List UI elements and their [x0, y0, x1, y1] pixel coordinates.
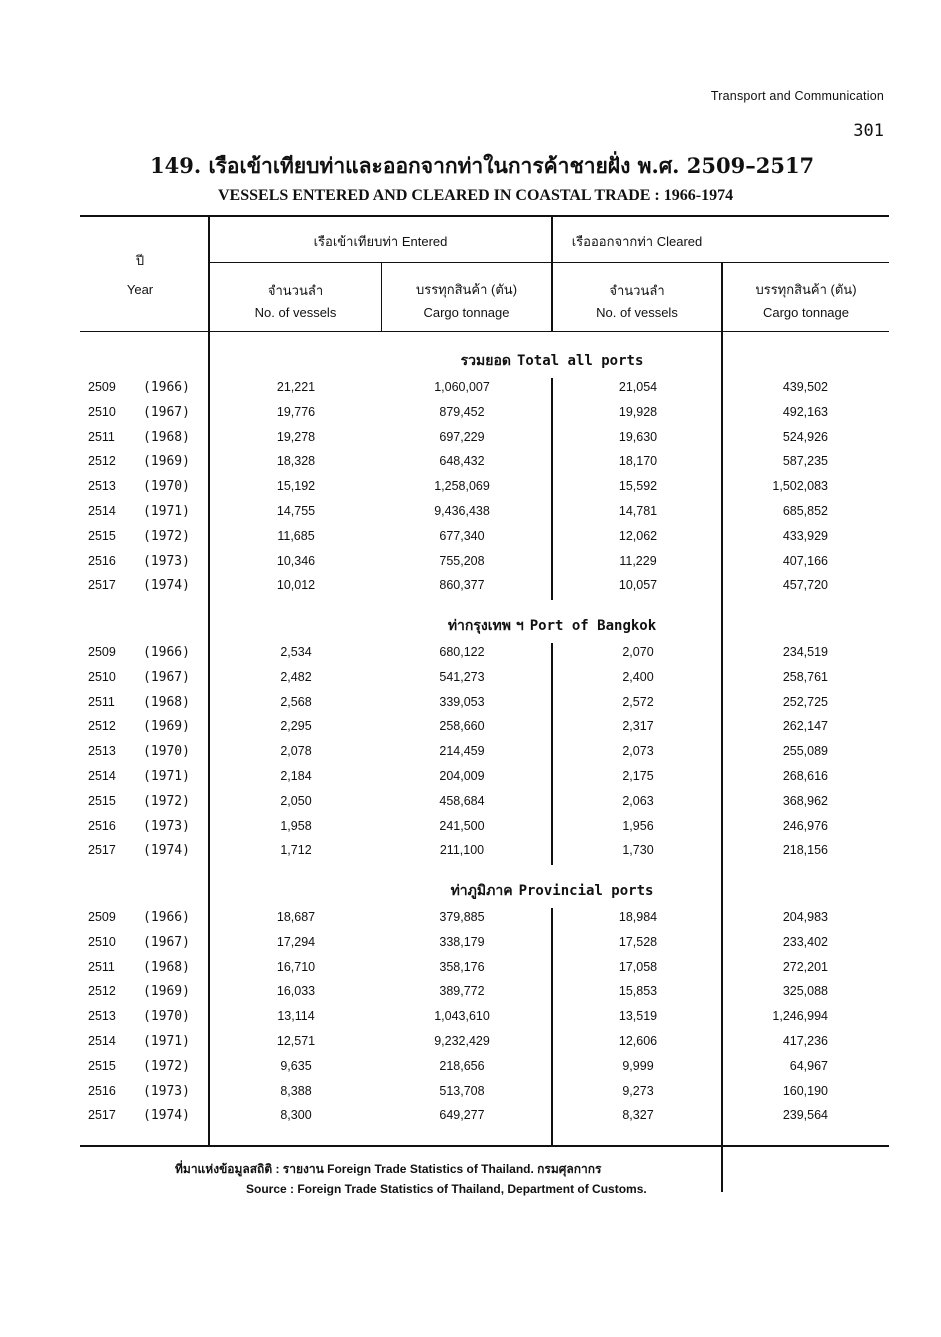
- entered-vessels-cell: 8,388: [280, 1083, 312, 1098]
- entered-vessels-cell: 14,755: [276, 504, 316, 518]
- entered-cargo-header-thai: บรรทุกสินค้า (ตัน): [415, 282, 518, 297]
- entered-vessels-cell: 2,534: [280, 645, 312, 659]
- cleared-vessels-cell: 9,273: [622, 1083, 654, 1098]
- entered-vessels-cell: 19,278: [276, 429, 316, 444]
- entered-cargo-cell: 214,459: [439, 744, 485, 759]
- entered-cargo-cell: 755,208: [439, 553, 485, 568]
- year-thai-cell: 2514: [88, 1034, 116, 1048]
- section-title-english: Total all ports: [516, 353, 644, 369]
- cleared-vessels-cell: 18,984: [618, 910, 658, 924]
- entered-cargo-cell: 1,060,007: [434, 380, 490, 394]
- table-row: [0, 430, 941, 454]
- year-thai-cell: 2512: [88, 454, 116, 469]
- entered-vessels-cell: 2,184: [280, 769, 312, 783]
- cleared-cargo-cell: 246,976: [782, 818, 828, 833]
- year-thai-cell: 2517: [88, 578, 116, 593]
- table-row: [0, 1034, 941, 1058]
- entered-cargo-cell: 204,009: [439, 769, 485, 783]
- section-title-thai: ท่ากรุงเทพ ฯ: [447, 618, 524, 634]
- year-cell: (1969): [143, 454, 190, 470]
- section-title-thai: รวมยอด: [460, 353, 511, 369]
- year-cell: (1966): [143, 910, 190, 925]
- table-top-rule: [80, 215, 889, 217]
- year-thai-cell: 2514: [88, 504, 116, 518]
- year-cell: (1972): [143, 793, 190, 809]
- table-row: [0, 1009, 941, 1033]
- table-row: [0, 769, 941, 793]
- cleared-cargo-cell: 368,962: [782, 793, 828, 808]
- cleared-cargo-header: Cargo tonnage: [762, 305, 849, 320]
- cleared-vessels-cell: 17,058: [618, 959, 658, 974]
- year-thai-cell: 2516: [88, 1083, 116, 1098]
- year-cell: (1967): [143, 404, 190, 420]
- entered-vessels-cell: 8,300: [280, 1108, 312, 1123]
- table-row: [0, 479, 941, 503]
- entered-vessels-cell: 2,295: [280, 719, 312, 734]
- year-cell: (1971): [143, 769, 190, 784]
- entered-cargo-cell: 1,043,610: [434, 1009, 490, 1024]
- cleared-cargo-cell: 252,725: [782, 694, 828, 709]
- year-cell: (1969): [143, 719, 190, 735]
- cleared-cargo-cell: 685,852: [782, 504, 828, 518]
- entered-vessels-cell: 2,482: [280, 669, 312, 684]
- entered-cargo-cell: 697,229: [439, 429, 485, 444]
- entered-cargo-cell: 649,277: [439, 1108, 485, 1123]
- entered-cargo-cell: 513,708: [439, 1083, 485, 1098]
- entered-cargo-cell: 1,258,069: [434, 479, 490, 494]
- year-cell: (1967): [143, 669, 190, 685]
- table-row: [0, 843, 941, 867]
- section-title-thai: ท่าภูมิภาค: [450, 883, 513, 899]
- entered-vessels-cell: 10,346: [276, 553, 316, 568]
- entered-cargo-cell: 860,377: [439, 578, 485, 593]
- year-thai-cell: 2513: [88, 479, 116, 494]
- entered-cargo-cell: 241,500: [439, 818, 485, 833]
- year-thai-cell: 2509: [88, 910, 116, 924]
- year-thai-cell: 2517: [88, 1108, 116, 1123]
- cleared-cargo-cell: 262,147: [782, 719, 828, 734]
- cleared-vessels-cell: 18,170: [618, 454, 658, 469]
- entered-vessels-cell: 1,958: [280, 818, 312, 833]
- section-title-bangkok: [382, 615, 722, 637]
- table-row: [0, 794, 941, 818]
- year-cell: (1972): [143, 528, 190, 544]
- cleared-vessels-cell: 10,057: [618, 578, 658, 593]
- cleared-vessels-cell: 2,073: [622, 744, 654, 759]
- table-row: [0, 910, 941, 934]
- entered-cargo-cell: 218,656: [439, 1058, 485, 1073]
- cleared-vessels-cell: 1,730: [622, 843, 654, 858]
- cleared-vessels-cell: 11,229: [619, 553, 657, 568]
- entered-vessels-cell: 2,078: [280, 744, 312, 759]
- cleared-cargo-cell: 272,201: [782, 959, 828, 974]
- table-row: [0, 529, 941, 553]
- year-cell: (1974): [143, 843, 190, 859]
- cleared-cargo-cell: 439,502: [782, 380, 828, 394]
- table-row: [0, 1059, 941, 1083]
- cleared-cargo-cell: 1,502,083: [772, 479, 828, 494]
- year-cell: (1972): [143, 1058, 190, 1074]
- table-row: [0, 405, 941, 429]
- cleared-vessels-header-thai: จำนวนลำ: [609, 283, 665, 298]
- cleared-header: เรือออกจากท่า Cleared: [571, 234, 703, 249]
- cleared-vessels-cell: 2,063: [622, 793, 654, 808]
- section-title-english: Port of Bangkok: [529, 618, 657, 634]
- year-cell: (1970): [143, 1009, 190, 1025]
- entered-cargo-header: Cargo tonnage: [423, 305, 510, 320]
- entered-cargo-cell: 389,772: [439, 984, 485, 999]
- year-thai-cell: 2510: [88, 669, 116, 684]
- section-title-provincial: [382, 880, 722, 902]
- year-cell: (1974): [143, 1108, 190, 1124]
- year-thai-cell: 2511: [88, 429, 115, 444]
- section-title-total: [382, 350, 722, 372]
- entered-cargo-cell: 458,684: [439, 793, 485, 808]
- entered-vessels-cell: 15,192: [276, 479, 316, 494]
- cleared-cargo-cell: 239,564: [782, 1108, 828, 1123]
- header-mid-rule: [210, 262, 889, 263]
- year-cell: (1968): [143, 429, 190, 445]
- entered-cargo-cell: 9,232,429: [434, 1034, 490, 1048]
- entered-cargo-cell: 680,122: [439, 645, 485, 659]
- cleared-vessels-cell: 8,327: [622, 1108, 654, 1123]
- year-header: Year: [126, 282, 154, 297]
- cleared-cargo-cell: 233,402: [782, 934, 828, 949]
- cleared-cargo-cell: 234,519: [782, 645, 828, 659]
- table-row: [0, 670, 941, 694]
- entered-vessels-cell: 1,712: [280, 843, 312, 858]
- entered-vessels-cell: 11,685: [277, 528, 315, 543]
- cleared-cargo-cell: 1,246,994: [772, 1009, 828, 1024]
- table-row: [0, 935, 941, 959]
- year-cell: (1970): [143, 479, 190, 495]
- cleared-cargo-cell: 407,166: [782, 553, 828, 568]
- entered-vessels-cell: 18,328: [276, 454, 316, 469]
- cleared-cargo-cell: 325,088: [782, 984, 828, 999]
- entered-vessels-cell: 2,568: [280, 694, 312, 709]
- entered-cargo-cell: 338,179: [439, 934, 485, 949]
- year-thai-cell: 2513: [88, 1009, 116, 1024]
- table-row: [0, 960, 941, 984]
- year-thai-cell: 2511: [88, 694, 115, 709]
- cleared-vessels-cell: 19,928: [618, 404, 658, 419]
- entered-cargo-cell: 339,053: [439, 694, 485, 709]
- cleared-cargo-cell: 524,926: [782, 429, 828, 444]
- cleared-cargo-cell: 417,236: [782, 1034, 828, 1048]
- cleared-vessels-cell: 2,572: [622, 694, 654, 709]
- entered-cargo-cell: 9,436,438: [434, 504, 490, 518]
- table-row: [0, 1084, 941, 1108]
- entered-cargo-cell: 879,452: [439, 404, 485, 419]
- year-cell: (1967): [143, 934, 190, 950]
- cleared-cargo-cell: 255,089: [782, 744, 828, 759]
- table-row: [0, 504, 941, 528]
- cleared-cargo-cell: 160,190: [782, 1083, 828, 1098]
- year-thai-cell: 2512: [88, 719, 116, 734]
- year-cell: (1973): [143, 553, 190, 569]
- cleared-vessels-cell: 12,062: [618, 528, 658, 543]
- entered-cargo-cell: 258,660: [439, 719, 485, 734]
- year-cell: (1966): [143, 645, 190, 660]
- entered-cargo-cell: 677,340: [439, 528, 485, 543]
- year-cell: (1966): [143, 380, 190, 395]
- table-row: [0, 984, 941, 1008]
- cleared-vessels-header: No. of vessels: [596, 305, 678, 320]
- year-cell: (1973): [143, 818, 190, 834]
- cleared-vessels-cell: 2,070: [622, 645, 654, 659]
- cleared-cargo-cell: 218,156: [782, 843, 828, 858]
- entered-vessels-cell: 16,033: [276, 984, 316, 999]
- entered-cargo-cell: 648,432: [439, 454, 485, 469]
- source-note-thai: ที่มาแห่งข้อมูลสถิติ : รายงาน Foreign Trade Statistics of Thailand. กรมศุลกากร: [175, 1162, 602, 1176]
- cleared-cargo-cell: 433,929: [782, 528, 828, 543]
- cleared-cargo-cell: 258,761: [782, 669, 828, 684]
- entered-header: เรือเข้าเทียบท่า Entered: [313, 234, 448, 249]
- year-cell: (1971): [143, 1034, 190, 1049]
- table-row: [0, 454, 941, 478]
- cleared-vessels-cell: 19,630: [618, 429, 658, 444]
- cleared-vessels-cell: 9,999: [622, 1058, 654, 1073]
- source-note-english: Source : Foreign Trade Statistics of Thailand, Department of Customs.: [246, 1182, 647, 1196]
- table-title-thai: 149. เรือเข้าเทียบท่าและออกจากท่าในการค้าชายฝั่ง พ.ศ. 2509–2517: [150, 153, 815, 178]
- cleared-vessels-cell: 14,781: [618, 504, 658, 518]
- cleared-cargo-cell: 268,616: [782, 769, 828, 783]
- year-thai-cell: 2510: [88, 404, 116, 419]
- cleared-cargo-cell: 492,163: [782, 404, 828, 419]
- cleared-vessels-cell: 2,317: [622, 719, 654, 734]
- year-thai-cell: 2516: [88, 553, 116, 568]
- table-row: [0, 578, 941, 602]
- cleared-vessels-cell: 13,519: [618, 1009, 658, 1024]
- table-row: [0, 554, 941, 578]
- entered-cargo-cell: 379,885: [439, 910, 485, 924]
- year-thai-cell: 2509: [88, 645, 116, 659]
- table-row: [0, 819, 941, 843]
- entered-vessels-cell: 19,776: [276, 404, 316, 419]
- entered-cargo-cell: 358,176: [439, 959, 485, 974]
- cleared-cargo-cell: 64,967: [789, 1058, 828, 1073]
- cleared-cargo-cell: 204,983: [782, 910, 828, 924]
- year-cell: (1970): [143, 744, 190, 760]
- cleared-vessels-cell: 2,175: [622, 769, 654, 783]
- year-cell: (1968): [143, 694, 190, 710]
- year-thai-cell: 2513: [88, 744, 116, 759]
- cleared-vessels-cell: 21,054: [618, 380, 658, 394]
- year-thai-cell: 2510: [88, 934, 116, 949]
- cleared-vessels-cell: 17,528: [618, 934, 658, 949]
- cleared-cargo-cell: 457,720: [782, 578, 828, 593]
- table-row: [0, 744, 941, 768]
- year-thai-cell: 2509: [88, 380, 116, 394]
- cleared-cargo-header-thai: บรรทุกสินค้า (ตัน): [755, 282, 857, 297]
- year-thai-cell: 2516: [88, 818, 116, 833]
- entered-vessels-cell: 10,012: [276, 578, 316, 593]
- table-bottom-rule: [80, 1145, 889, 1147]
- table-row: [0, 380, 941, 404]
- entered-vessels-cell: 16,710: [276, 959, 316, 974]
- table-row: [0, 719, 941, 743]
- entered-vessels-cell: 9,635: [280, 1058, 312, 1073]
- entered-cargo-cell: 541,273: [439, 669, 485, 684]
- cleared-vessels-cell: 2,400: [622, 669, 654, 684]
- cleared-vessels-cell: 12,606: [618, 1034, 658, 1048]
- year-cell: (1968): [143, 959, 190, 975]
- entered-vessels-cell: 12,571: [276, 1034, 316, 1048]
- running-head: Transport and Communication: [710, 89, 884, 103]
- entered-vessels-cell: 13,114: [277, 1009, 315, 1024]
- entered-cargo-cell: 211,100: [439, 843, 485, 858]
- year-header-thai: ปี: [135, 253, 145, 268]
- entered-vessels-cell: 2,050: [280, 793, 312, 808]
- year-thai-cell: 2512: [88, 984, 116, 999]
- year-thai-cell: 2514: [88, 769, 116, 783]
- cleared-vessels-cell: 15,592: [618, 479, 658, 494]
- entered-vessels-cell: 21,221: [276, 380, 316, 394]
- cleared-cargo-cell: 587,235: [782, 454, 828, 469]
- table-title-english: VESSELS ENTERED AND CLEARED IN COASTAL TRADE : 1966-1974: [218, 187, 734, 204]
- year-thai-cell: 2515: [88, 1058, 116, 1073]
- year-cell: (1974): [143, 578, 190, 594]
- page-number: 301: [853, 121, 884, 141]
- section-title-english: Provincial ports: [518, 883, 654, 899]
- entered-vessels-cell: 18,687: [276, 910, 316, 924]
- table-row: [0, 645, 941, 669]
- entered-vessels-header-thai: จำนวนลำ: [267, 283, 324, 298]
- table-row: [0, 695, 941, 719]
- cleared-vessels-cell: 15,853: [618, 984, 658, 999]
- header-bottom-rule: [80, 331, 889, 332]
- year-thai-cell: 2517: [88, 843, 116, 858]
- year-thai-cell: 2515: [88, 528, 116, 543]
- entered-vessels-cell: 17,294: [276, 934, 316, 949]
- year-thai-cell: 2511: [88, 959, 115, 974]
- year-cell: (1971): [143, 504, 190, 519]
- cleared-vessels-cell: 1,956: [622, 818, 654, 833]
- year-thai-cell: 2515: [88, 793, 116, 808]
- year-cell: (1973): [143, 1083, 190, 1099]
- year-cell: (1969): [143, 984, 190, 1000]
- entered-vessels-header: No. of vessels: [254, 305, 337, 320]
- table-row: [0, 1108, 941, 1132]
